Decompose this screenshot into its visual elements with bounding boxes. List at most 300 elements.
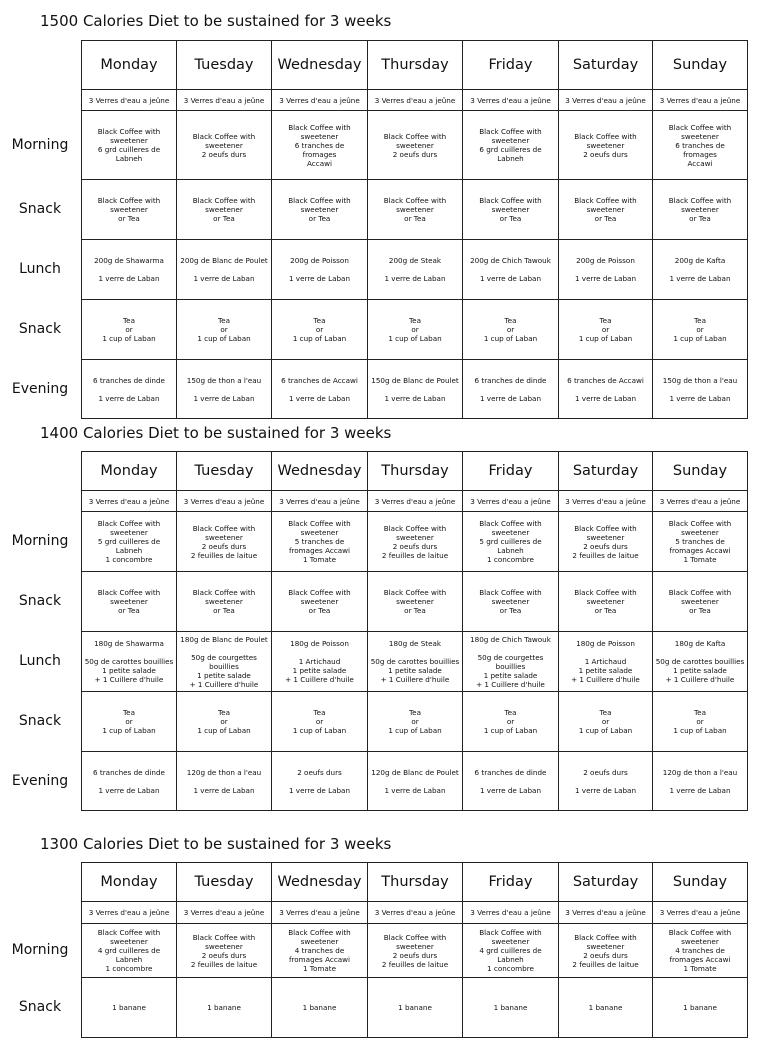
meal-text: 1 banane — [207, 1003, 241, 1012]
meal-cell — [368, 300, 463, 360]
day-header: Sunday — [653, 863, 748, 902]
meal-text: 6 tranches de Accawi — [281, 375, 358, 385]
meal-cell — [272, 180, 368, 240]
cell-gap — [653, 265, 747, 274]
meal-cell — [177, 180, 272, 240]
meal-text: Tea or 1 cup of Laban — [197, 316, 251, 343]
meal-text: Black Coffee with sweetener or Tea — [479, 196, 542, 223]
meal-text: 1 verre de Laban — [384, 393, 446, 403]
meal-text: 3 Verres d'eau a jeûne — [279, 908, 360, 917]
meal-text: 3 Verres d'eau a jeûne — [183, 496, 265, 506]
meal-text: 3 Verres d'eau a jeûne — [659, 95, 741, 105]
meal-cell — [272, 902, 368, 924]
table-row — [82, 902, 748, 924]
meal-cell — [653, 692, 748, 752]
meal-cell — [463, 572, 559, 632]
meal-text: Black Coffee with sweetener 2 oeufs durs 2 feuilles de laitue — [572, 523, 639, 560]
meal-text: 3 Verres d'eau a jeûne — [183, 908, 265, 917]
meal-text: Tea or 1 cup of Laban — [483, 708, 538, 735]
meal-cell — [368, 692, 463, 752]
meal-cell — [177, 692, 272, 752]
meal-text: 1 verre de Laban — [98, 274, 160, 283]
meal-text: 120g de thon a l'eau — [662, 767, 738, 777]
meal-cell — [177, 572, 272, 632]
meal-cell — [82, 924, 177, 978]
meal-cell — [463, 360, 559, 419]
meal-text: 1 verre de Laban — [288, 393, 351, 403]
meal-text: 1 verre de Laban — [479, 785, 542, 795]
day-header-row — [82, 41, 748, 90]
meal-text: 1 verre de Laban — [288, 274, 351, 283]
meal-cell — [82, 240, 177, 300]
meal-cell — [272, 90, 368, 111]
meal-cell — [82, 752, 177, 811]
day-header: Thursday — [368, 452, 463, 491]
meal-cell — [463, 902, 559, 924]
meal-cell — [653, 491, 748, 512]
meal-cell — [368, 180, 463, 240]
cell-gap — [177, 385, 271, 394]
meal-cell — [368, 924, 463, 978]
meal-cell — [272, 924, 368, 978]
meal-cell — [653, 924, 748, 978]
meal-text: 50g de carottes bouillies 1 petite salade + 1 Cuillere d'huile — [84, 657, 174, 684]
meal-text: 6 tranches de Accawi — [567, 375, 644, 385]
meal-row-label: Morning — [11, 942, 69, 958]
meal-text: 120g de Blanc de Poulet — [371, 767, 459, 777]
meal-text: 1 banane — [493, 1003, 528, 1012]
meal-cell — [559, 902, 653, 924]
meal-text: 1 verre de Laban — [669, 274, 731, 283]
meal-cell — [82, 90, 177, 111]
meal-cell — [559, 632, 653, 692]
meal-text: Black Coffee with sweetener 6 tranches de fromages Accawi — [668, 122, 732, 168]
meal-text: 200g de Steak — [388, 256, 442, 265]
cell-gap — [272, 265, 367, 274]
meal-cell — [177, 632, 272, 692]
meal-cell — [368, 632, 463, 692]
meal-text: 50g de carottes bouillies 1 petite salade + 1 Cuillere d'huile — [370, 657, 460, 684]
meal-cell — [177, 240, 272, 300]
meal-text: 1 verre de Laban — [288, 785, 351, 795]
meal-cell — [559, 512, 653, 572]
meal-text: Tea or 1 cup of Laban — [102, 708, 156, 735]
meal-cell — [177, 752, 272, 811]
meal-text: 3 Verres d'eau a jeûne — [374, 95, 456, 105]
table-row — [82, 90, 748, 111]
meal-text: Black Coffee with sweetener 4 tranches de fromages Accawi 1 Tomate — [288, 928, 351, 973]
day-header: Wednesday — [272, 863, 368, 902]
meal-cell — [559, 752, 653, 811]
meal-cell — [177, 924, 272, 978]
meal-cell — [272, 512, 368, 572]
meal-text: Black Coffee with sweetener or Tea — [288, 196, 351, 223]
day-header: Saturday — [559, 452, 653, 491]
meal-text: 180g de Poisson — [576, 639, 635, 648]
meal-cell — [177, 360, 272, 419]
meal-cell — [272, 752, 368, 811]
meal-cell — [559, 240, 653, 300]
day-header: Monday — [82, 452, 177, 491]
meal-cell — [82, 572, 177, 632]
meal-cell — [559, 111, 653, 180]
meal-text: Black Coffee with sweetener 2 oeufs durs 2 feuilles de laitue — [572, 932, 639, 969]
meal-text: 180g de Kafta — [674, 639, 726, 648]
meal-row-label: Snack — [18, 201, 62, 217]
meal-row-label: Snack — [18, 999, 62, 1015]
meal-text: 1 Artichaud 1 petite salade + 1 Cuillere d'huile — [285, 657, 354, 684]
meal-cell — [272, 360, 368, 419]
meal-cell — [653, 902, 748, 924]
meal-text: 50g de courgettes bouillies 1 petite salade + 1 Cuillere d'huile — [476, 652, 545, 689]
meal-text: 6 tranches de dinde — [474, 767, 547, 777]
meal-text: 180g de Blanc de Poulet — [180, 634, 268, 644]
meal-text: 1 banane — [588, 1003, 623, 1012]
day-header: Thursday — [368, 41, 463, 90]
meal-cell — [463, 300, 559, 360]
day-header-row — [82, 452, 748, 491]
meal-text: 3 Verres d'eau a jeûne — [374, 496, 456, 506]
meal-cell — [368, 90, 463, 111]
meal-cell — [272, 111, 368, 180]
meal-cell — [177, 902, 272, 924]
meal-text: 200g de Kafta — [674, 256, 726, 265]
cell-gap — [559, 777, 652, 786]
cell-gap — [463, 385, 558, 394]
cell-gap — [559, 648, 652, 657]
day-header: Saturday — [559, 41, 653, 90]
meal-plan-table — [81, 862, 748, 1038]
cell-gap — [653, 777, 747, 786]
meal-text: 3 Verres d'eau a jeûne — [470, 95, 551, 105]
meal-text: Tea or 1 cup of Laban — [388, 708, 442, 735]
meal-cell — [368, 111, 463, 180]
meal-cell — [463, 924, 559, 978]
meal-cell — [559, 978, 653, 1038]
meal-row-label: Morning — [11, 533, 69, 549]
cell-gap — [463, 644, 558, 653]
cell-gap — [368, 777, 462, 786]
meal-cell — [368, 360, 463, 419]
meal-cell — [82, 111, 177, 180]
meal-text: Black Coffee with sweetener 2 oeufs durs 2 feuilles de laitue — [381, 523, 449, 560]
meal-text: 3 Verres d'eau a jeûne — [88, 496, 170, 506]
meal-text: 50g de carottes bouillies 1 petite salade + 1 Cuillere d'huile — [655, 657, 745, 684]
meal-text: Tea or 1 cup of Laban — [578, 708, 633, 735]
meal-text: 1 Artichaud 1 petite salade + 1 Cuillere d'huile — [571, 657, 640, 684]
meal-text: 1 verre de Laban — [574, 274, 637, 283]
day-header: Monday — [82, 863, 177, 902]
meal-cell — [177, 111, 272, 180]
cell-gap — [82, 385, 176, 394]
meal-text: Black Coffee with sweetener or Tea — [192, 196, 256, 223]
table-row — [82, 512, 748, 572]
meal-cell — [653, 512, 748, 572]
meal-text: Tea or 1 cup of Laban — [483, 316, 538, 343]
meal-text: 3 Verres d'eau a jeûne — [88, 908, 170, 917]
meal-cell — [463, 512, 559, 572]
meal-plan-table — [81, 451, 748, 811]
meal-cell — [82, 632, 177, 692]
table-row — [82, 111, 748, 180]
day-header: Sunday — [653, 452, 748, 491]
meal-text: 150g de thon a l'eau — [662, 375, 738, 385]
meal-cell — [559, 180, 653, 240]
meal-text: Tea or 1 cup of Laban — [292, 708, 347, 735]
meal-cell — [272, 572, 368, 632]
meal-cell — [272, 491, 368, 512]
meal-text: 1 banane — [398, 1003, 432, 1012]
meal-row-label: Snack — [18, 321, 62, 337]
day-header: Wednesday — [272, 452, 368, 491]
cell-gap — [653, 385, 747, 394]
meal-cell — [653, 240, 748, 300]
day-header-row — [82, 863, 748, 902]
cell-gap — [177, 777, 271, 786]
meal-cell — [177, 491, 272, 512]
meal-cell — [368, 902, 463, 924]
meal-text: 200g de Poisson — [290, 256, 349, 265]
cell-gap — [368, 265, 462, 274]
meal-cell — [368, 491, 463, 512]
meal-cell — [463, 692, 559, 752]
meal-text: Black Coffee with sweetener 5 grd cuilleres de Labneh 1 concombre — [479, 519, 542, 564]
meal-text: 6 tranches de dinde — [93, 767, 165, 777]
meal-text: 1 verre de Laban — [193, 785, 255, 795]
meal-cell — [463, 752, 559, 811]
meal-text: 1 banane — [302, 1003, 337, 1012]
meal-cell — [272, 300, 368, 360]
meal-cell — [82, 180, 177, 240]
meal-cell — [463, 180, 559, 240]
meal-text: Black Coffee with sweetener 4 grd cuilleres de Labneh 1 concombre — [97, 928, 161, 973]
meal-text: 200g de Shawarma — [94, 256, 164, 265]
meal-text: 180g de Chich Tawouk — [470, 634, 551, 644]
meal-cell — [463, 978, 559, 1038]
meal-text: 200g de Poisson — [576, 256, 635, 265]
meal-cell — [272, 632, 368, 692]
meal-text: 1 verre de Laban — [384, 785, 446, 795]
meal-cell — [559, 491, 653, 512]
meal-text: Black Coffee with sweetener 4 grd cuilleres de Labneh 1 concombre — [479, 928, 542, 973]
meal-cell — [82, 360, 177, 419]
table-row — [82, 632, 748, 692]
meal-cell — [368, 572, 463, 632]
meal-cell — [653, 300, 748, 360]
meal-cell — [463, 90, 559, 111]
meal-row-label: Lunch — [19, 261, 61, 277]
day-header: Friday — [463, 863, 559, 902]
cell-gap — [559, 385, 652, 394]
day-header: Thursday — [368, 863, 463, 902]
meal-cell — [368, 512, 463, 572]
meal-cell — [559, 90, 653, 111]
meal-text: 150g de Blanc de Poulet — [371, 375, 459, 385]
meal-cell — [368, 978, 463, 1038]
meal-text: Black Coffee with sweetener 6 grd cuilleres de Labneh — [479, 127, 542, 163]
meal-text: Black Coffee with sweetener 2 oeufs durs — [192, 131, 256, 159]
meal-text: Black Coffee with sweetener 2 oeufs durs — [383, 131, 447, 159]
plan-title: 1400 Calories Diet to be sustained for 3 weeks — [40, 424, 392, 442]
meal-text: Black Coffee with sweetener or Tea — [574, 196, 637, 223]
meal-text: 3 Verres d'eau a jeûne — [470, 496, 551, 506]
meal-text: 3 Verres d'eau a jeûne — [659, 496, 741, 506]
day-header: Wednesday — [272, 41, 368, 90]
cell-gap — [559, 265, 652, 274]
meal-text: 1 banane — [112, 1003, 146, 1012]
meal-cell — [82, 902, 177, 924]
table-row — [82, 572, 748, 632]
day-header: Saturday — [559, 863, 653, 902]
meal-text: 6 tranches de dinde — [93, 375, 165, 385]
meal-text: Black Coffee with sweetener 2 oeufs durs 2 feuilles de laitue — [381, 932, 449, 969]
meal-text: 3 Verres d'eau a jeûne — [659, 908, 741, 917]
table-row — [82, 491, 748, 512]
meal-text: 1 banane — [683, 1003, 717, 1012]
meal-text: Black Coffee with sweetener or Tea — [668, 196, 732, 223]
cell-gap — [272, 385, 367, 394]
meal-text: 50g de courgettes bouillies 1 petite salade + 1 Cuillere d'huile — [189, 652, 259, 689]
table-row — [82, 360, 748, 419]
meal-text: Black Coffee with sweetener 6 grd cuilleres de Labneh — [97, 127, 161, 163]
plan-title: 1500 Calories Diet to be sustained for 3 weeks — [40, 12, 392, 30]
meal-cell — [177, 90, 272, 111]
meal-plan-table — [81, 40, 748, 419]
meal-text: 150g de thon a l'eau — [186, 375, 262, 385]
meal-text: Black Coffee with sweetener 2 oeufs durs 2 feuilles de laitue — [190, 523, 258, 560]
day-header: Friday — [463, 452, 559, 491]
cell-gap — [177, 265, 271, 274]
meal-cell — [272, 692, 368, 752]
meal-cell — [82, 512, 177, 572]
meal-cell — [559, 924, 653, 978]
meal-text: 1 verre de Laban — [479, 274, 542, 283]
meal-text: 1 verre de Laban — [574, 393, 637, 403]
meal-text: 180g de Steak — [388, 639, 442, 648]
meal-text: 1 verre de Laban — [98, 785, 160, 795]
meal-text: 3 Verres d'eau a jeûne — [279, 496, 360, 506]
meal-text: Black Coffee with sweetener 6 tranches de fromages Accawi — [288, 122, 351, 168]
meal-text: 3 Verres d'eau a jeûne — [565, 908, 646, 917]
meal-text: 3 Verres d'eau a jeûne — [565, 95, 646, 105]
meal-row-label: Lunch — [19, 653, 61, 669]
meal-row-label: Evening — [11, 380, 69, 397]
meal-cell — [653, 111, 748, 180]
plan-title: 1300 Calories Diet to be sustained for 3 weeks — [40, 835, 392, 853]
meal-text: Black Coffee with sweetener 5 grd cuilleres de Labneh 1 concombre — [97, 519, 161, 564]
meal-cell — [653, 572, 748, 632]
table-row — [82, 180, 748, 240]
meal-cell — [177, 512, 272, 572]
meal-text: 3 Verres d'eau a jeûne — [470, 908, 551, 917]
meal-text: 2 oeufs durs — [297, 767, 342, 777]
meal-cell — [463, 632, 559, 692]
meal-text: Black Coffee with sweetener 2 oeufs durs 2 feuilles de laitue — [190, 932, 258, 969]
meal-cell — [177, 300, 272, 360]
meal-text: Black Coffee with sweetener or Tea — [574, 588, 637, 615]
meal-cell — [368, 752, 463, 811]
meal-text: 3 Verres d'eau a jeûne — [374, 908, 456, 917]
meal-cell — [272, 978, 368, 1038]
meal-cell — [463, 111, 559, 180]
meal-text: 1 verre de Laban — [193, 274, 255, 283]
table-row — [82, 752, 748, 811]
meal-text: 1 verre de Laban — [193, 393, 255, 403]
meal-cell — [559, 572, 653, 632]
meal-text: Tea or 1 cup of Laban — [292, 316, 347, 343]
meal-text: 1 verre de Laban — [479, 393, 542, 403]
day-header: Tuesday — [177, 41, 272, 90]
meal-text: 3 Verres d'eau a jeûne — [279, 95, 360, 105]
meal-text: Black Coffee with sweetener or Tea — [97, 588, 161, 615]
meal-text: Black Coffee with sweetener or Tea — [192, 588, 256, 615]
meal-text: 180g de Shawarma — [94, 639, 164, 648]
day-header: Friday — [463, 41, 559, 90]
meal-text: Black Coffee with sweetener or Tea — [668, 588, 732, 615]
meal-text: Tea or 1 cup of Laban — [102, 316, 156, 343]
meal-cell — [463, 240, 559, 300]
meal-text: Black Coffee with sweetener or Tea — [97, 196, 161, 223]
meal-text: Black Coffee with sweetener 5 tranches de fromages Accawi 1 Tomate — [668, 519, 732, 564]
cell-gap — [463, 777, 558, 786]
meal-text: 1 verre de Laban — [384, 274, 446, 283]
meal-text: 180g de Poisson — [290, 639, 349, 648]
meal-text: Black Coffee with sweetener or Tea — [288, 588, 351, 615]
meal-cell — [463, 491, 559, 512]
meal-text: Black Coffee with sweetener 2 oeufs durs — [574, 131, 637, 159]
meal-cell — [559, 360, 653, 419]
table-row — [82, 692, 748, 752]
meal-text: 3 Verres d'eau a jeûne — [565, 496, 646, 506]
meal-cell — [653, 180, 748, 240]
cell-gap — [177, 644, 271, 653]
cell-gap — [272, 648, 367, 657]
table-row — [82, 300, 748, 360]
meal-cell — [368, 240, 463, 300]
meal-text: Tea or 1 cup of Laban — [673, 316, 727, 343]
table-row — [82, 240, 748, 300]
meal-text: 1 verre de Laban — [98, 393, 160, 403]
meal-cell — [559, 300, 653, 360]
meal-text: 120g de thon a l'eau — [186, 767, 262, 777]
meal-text: Black Coffee with sweetener 5 tranches de fromages Accawi 1 Tomate — [288, 519, 351, 564]
meal-cell — [559, 692, 653, 752]
meal-text: 6 tranches de dinde — [474, 375, 547, 385]
meal-cell — [653, 978, 748, 1038]
day-header: Tuesday — [177, 863, 272, 902]
cell-gap — [82, 648, 176, 657]
day-header: Sunday — [653, 41, 748, 90]
meal-text: Black Coffee with sweetener or Tea — [383, 588, 447, 615]
day-header: Monday — [82, 41, 177, 90]
meal-text: 2 oeufs durs — [583, 767, 628, 777]
day-header: Tuesday — [177, 452, 272, 491]
meal-text: Tea or 1 cup of Laban — [673, 708, 727, 735]
table-row — [82, 978, 748, 1038]
meal-text: 3 Verres d'eau a jeûne — [88, 95, 170, 105]
meal-cell — [653, 360, 748, 419]
meal-cell — [82, 300, 177, 360]
cell-gap — [272, 777, 367, 786]
meal-text: 3 Verres d'eau a jeûne — [183, 95, 265, 105]
meal-cell — [653, 632, 748, 692]
meal-text: 1 verre de Laban — [669, 785, 731, 795]
meal-text: Black Coffee with sweetener or Tea — [383, 196, 447, 223]
cell-gap — [368, 648, 462, 657]
meal-text: Tea or 1 cup of Laban — [197, 708, 251, 735]
meal-cell — [82, 978, 177, 1038]
cell-gap — [82, 265, 176, 274]
